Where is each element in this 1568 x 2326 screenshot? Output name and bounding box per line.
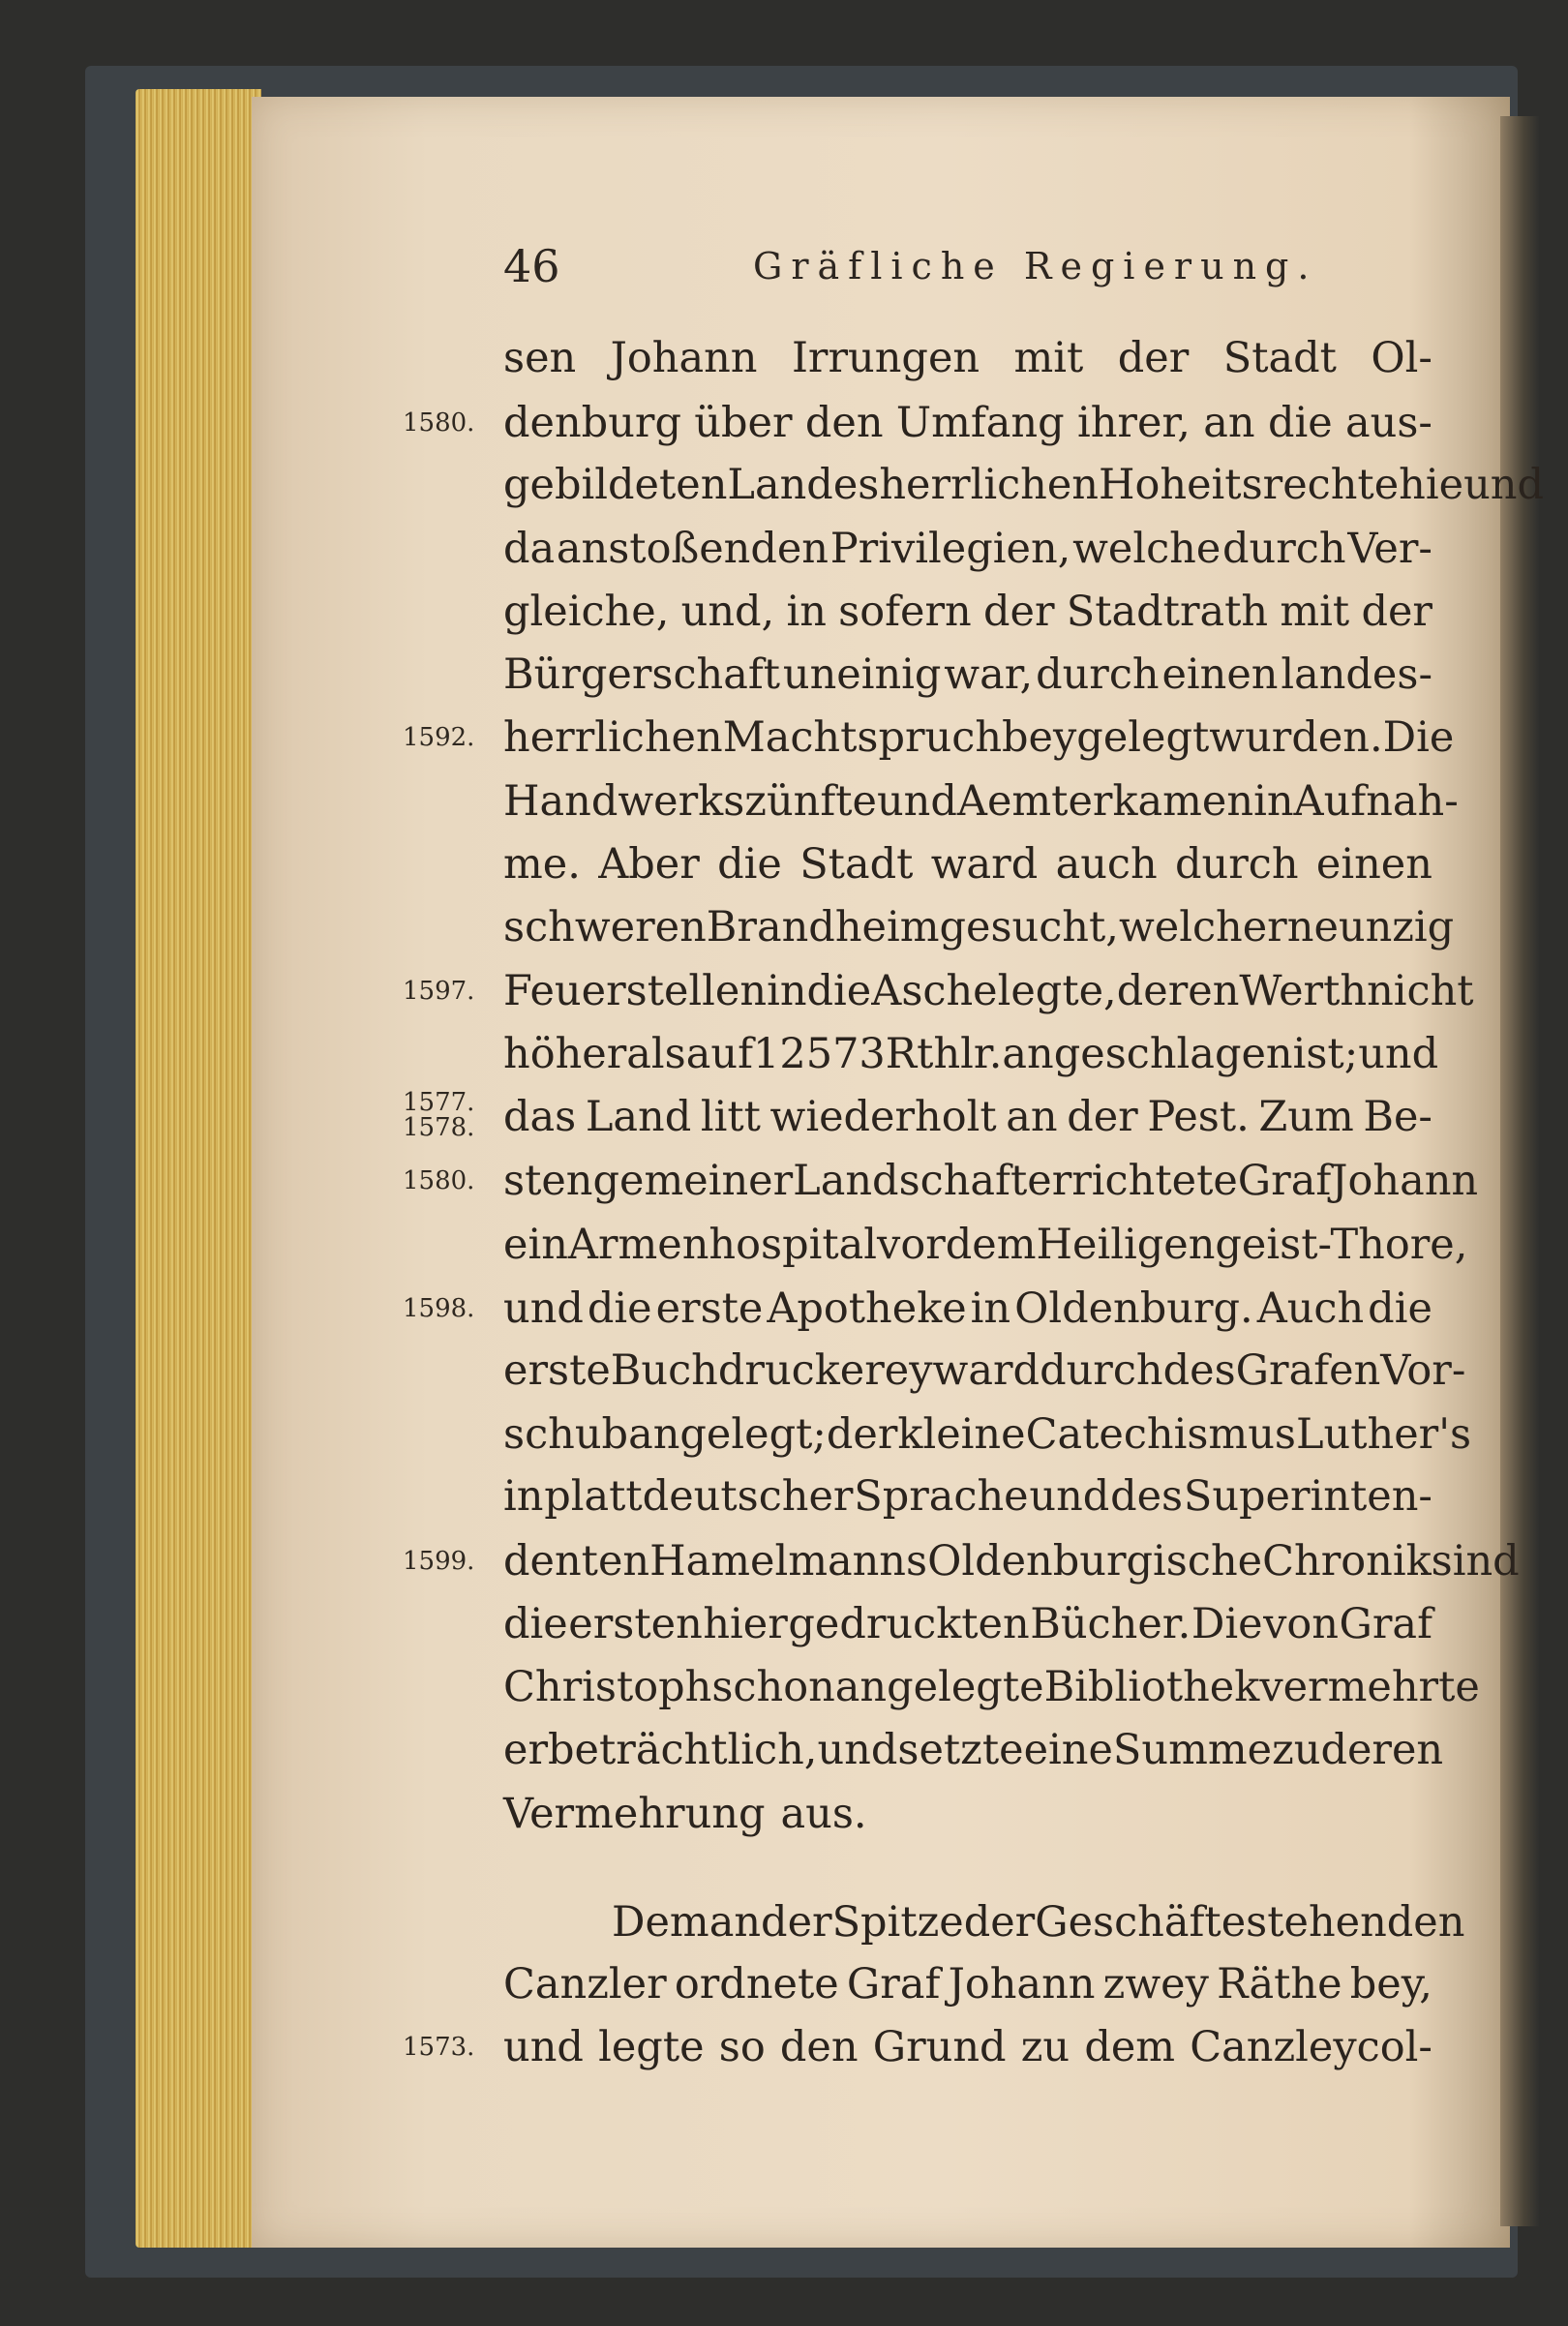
text-line: er beträchtlich, und setzte eine Summe zu deren: [503, 1726, 1444, 1774]
text-line: höher als auf 12573 Rthlr. angeschlagen ist; und: [503, 1030, 1439, 1078]
text-line: Vermehrung aus.: [503, 1790, 867, 1838]
margin-year: 1597.: [403, 977, 475, 1006]
text-line: in plattdeutscher Sprache und des Superinten-: [503, 1472, 1432, 1521]
margin-year: 1580.: [403, 1166, 475, 1195]
text-line: erste Buchdruckerey ward durch des Grafen Vor-: [503, 1346, 1466, 1395]
text-line: Christoph schon angelegte Bibliothek vermehrte: [503, 1663, 1480, 1711]
text-line: das Land litt wiederholt an der Pest. Zum Be-: [503, 1093, 1432, 1141]
text-line: Canzler ordnete Graf Johann zwey Räthe bey,: [503, 1960, 1432, 2009]
page-number: 46: [503, 240, 560, 292]
text-line: da anstoßenden Privilegien, welche durch Ver-: [503, 525, 1432, 573]
text-line: und legte so den Grund zu dem Canzleycol-: [503, 2023, 1432, 2071]
text-line: ein Armenhospital vor dem Heiligengeist-Thore,: [503, 1221, 1468, 1269]
text-line: und die erste Apotheke in Oldenburg. Auch die: [503, 1284, 1432, 1333]
text-line: Feuerstellen in die Asche legte, deren Werth nicht: [503, 967, 1474, 1015]
text-line: Dem an der Spitze der Geschäfte stehenden: [612, 1898, 1465, 1947]
text-line: Handwerkszünfte und Aemter kamen in Aufnah-: [503, 777, 1459, 826]
text-line: gebildeten Landesherrlichen Hoheitsrechte hie und: [503, 461, 1544, 509]
text-line: denburg über den Umfang ihrer, an die aus-: [503, 399, 1432, 447]
text-line: sen Johann Irrungen mit der Stadt Ol-: [503, 334, 1432, 382]
text-line: die ersten hier gedruckten Bücher. Die von Graf: [503, 1600, 1432, 1648]
text-line: Bürgerschaft uneinig war, durch einen landes-: [503, 650, 1432, 699]
text-line: schub angelegt; der kleine Catechismus Luther's: [503, 1410, 1472, 1459]
text-line: me. Aber die Stadt ward auch durch einen: [503, 840, 1432, 889]
text-line: denten Hamelmanns Oldenburgische Chronik sind: [503, 1537, 1520, 1586]
margin-year: 1577. 1578.: [403, 1088, 475, 1142]
margin-year: 1573.: [403, 2033, 475, 2062]
text-line: herrlichen Machtspruch beygelegt wurden. Die: [503, 713, 1455, 762]
margin-year: 1599.: [403, 1547, 475, 1576]
text-line: sten gemeiner Landschaft errichtete Graf Johann: [503, 1157, 1479, 1205]
margin-year: 1592.: [403, 723, 475, 752]
margin-year: 1598.: [403, 1294, 475, 1323]
text-line: schweren Brand heimgesucht, welcher neunzig: [503, 903, 1455, 952]
running-title: Gräfliche Regierung.: [753, 245, 1318, 287]
margin-year: 1580.: [403, 408, 475, 438]
text-line: gleiche, und, in sofern der Stadtrath mit der: [503, 588, 1432, 636]
